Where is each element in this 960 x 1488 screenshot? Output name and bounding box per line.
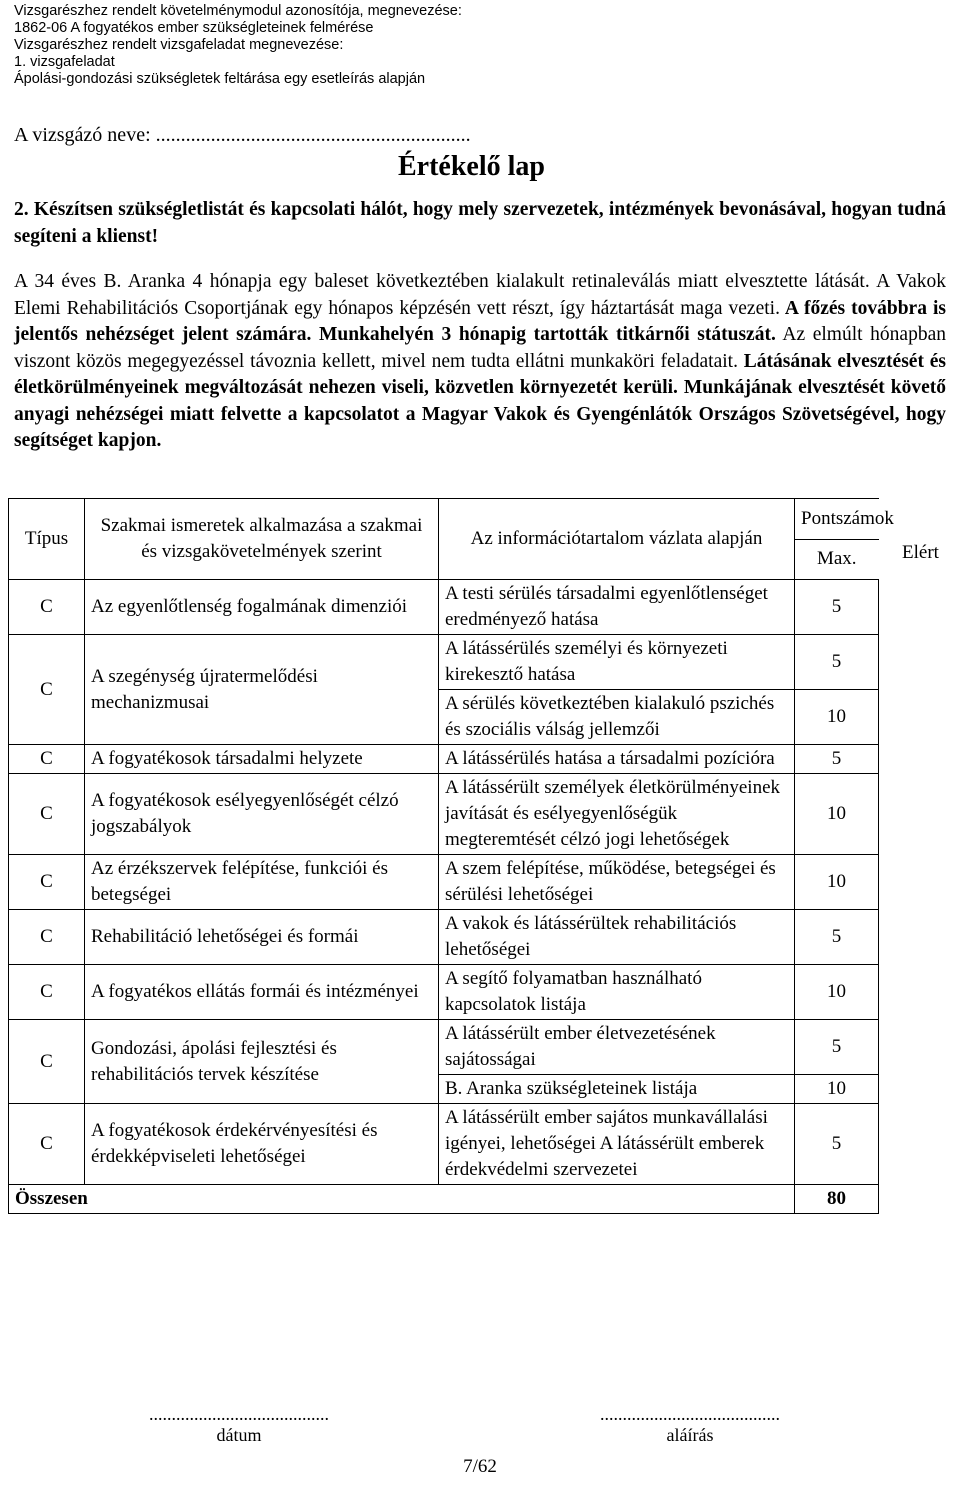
header-line: 1862-06 A fogyatékos ember szükségleteinek felmérése [14, 20, 374, 36]
header-type: Típus [9, 499, 85, 580]
header-knowledge: Szakmai ismeretek alkalmazása a szakmai és vizsgakövetelmények szerint [85, 499, 439, 580]
info-cell: A segítő folyamatban használható kapcsolatok listája [439, 965, 795, 1020]
header-max: Max. [795, 539, 879, 580]
type-cell: C [9, 1104, 85, 1185]
max-points-cell: 10 [795, 1075, 879, 1104]
knowledge-cell: Az egyenlőtlenség fogalmának dimenziói [85, 580, 439, 635]
header-points: Pontszámok [795, 499, 879, 540]
type-cell: C [9, 965, 85, 1020]
info-cell: A látássérülés személyi és környezeti kirekesztő hatása [439, 635, 795, 690]
max-points-cell: 5 [795, 910, 879, 965]
info-cell: A látássérült személyek életkörülményeinek javítását és esélyegyenlőségük megteremtését célzó jogi lehetőségek [439, 774, 795, 855]
table-row [9, 855, 879, 910]
knowledge-cell: A szegénység újratermelődési mechanizmusai [85, 635, 439, 745]
max-points-cell: 5 [795, 635, 879, 690]
table-row [9, 1020, 879, 1075]
table-header-row [9, 499, 879, 540]
max-points-cell: 5 [795, 580, 879, 635]
total-row [9, 1185, 879, 1214]
date-label: dátum [216, 1425, 262, 1445]
task-description: 2. Készítsen szükségletlistát és kapcsolati hálót, hogy mely szervezetek, intézmények bevonásával, hogyan tudná segíteni a klienst! [14, 199, 946, 247]
table-row [9, 1104, 879, 1185]
case-text-bold: Látásának elvesztését és életkörülményeinek megváltozását nehezen viseli, közvetlen környezetét kerüli. Munkájának elvesztését követő anyagi nehézségei miatt felvette a kapcsolatot a Magyar Vakok és Gyengénlátók Országos Szövetségével, hogy segítséget kapjon. [14, 350, 946, 451]
type-cell: C [9, 580, 85, 635]
type-cell: C [9, 855, 85, 910]
scoring-table [8, 498, 939, 1214]
info-cell: A látássérült ember életvezetésének sajátosságai [439, 1020, 795, 1075]
type-cell: C [9, 635, 85, 745]
signature-dots: ........................................ [600, 1404, 780, 1424]
total-value: 80 [795, 1185, 879, 1214]
info-cell: B. Aranka szükségleteinek listája [439, 1075, 795, 1104]
case-text: Az elmúlt hónapban viszont közös megegyezéssel távoznia kellett, mivel nem tudta ellátni munkaköri feladatait. [14, 324, 946, 372]
max-points-cell: 10 [795, 690, 879, 745]
table-row [9, 965, 879, 1020]
signature-block [552, 1404, 828, 1446]
max-points-cell: 5 [795, 745, 879, 774]
info-cell: A szem felépítése, működése, betegségei és sérülési lehetőségei [439, 855, 795, 910]
type-cell: C [9, 910, 85, 965]
knowledge-cell: A fogyatékos ellátás formái és intézményei [85, 965, 439, 1020]
document-header [14, 3, 462, 88]
type-cell: C [9, 1020, 85, 1104]
table-row [9, 745, 879, 774]
info-cell: A sérülés következtében kialakuló pszichés és szociális válság jellemzői [439, 690, 795, 745]
type-cell: C [9, 774, 85, 855]
table-row [9, 910, 879, 965]
candidate-name-line: A vizsgázó neve: ............................................................... [14, 124, 471, 146]
info-cell: A látássérült ember sajátos munkavállalási igényei, lehetőségei A látássérült emberek érdekvédelmi szervezetei [439, 1104, 795, 1185]
knowledge-cell: A fogyatékosok érdekérvényesítési és érdekképviseleti lehetőségei [85, 1104, 439, 1185]
max-points-cell: 10 [795, 965, 879, 1020]
max-points-cell: 5 [795, 1020, 879, 1075]
date-dots: ........................................ [149, 1404, 329, 1424]
max-points-cell: 10 [795, 855, 879, 910]
case-text-bold: A főzés továbbra is jelentős nehézséget jelent számára. Munkahelyén 3 hónapig tartották titkárnői státuszát. [14, 297, 947, 345]
signature-label: aláírás [666, 1425, 714, 1445]
header-line: 1. vizsgafeladat [14, 54, 115, 70]
knowledge-cell: Az érzékszervek felépítése, funkciói és betegségei [85, 855, 439, 910]
knowledge-cell: A fogyatékosok esélyegyenlőségét célzó jogszabályok [85, 774, 439, 855]
max-points-cell: 10 [795, 774, 879, 855]
table-row [9, 635, 879, 690]
table-row [9, 580, 879, 635]
knowledge-cell: Gondozási, ápolási fejlesztési és rehabilitációs tervek készítése [85, 1020, 439, 1104]
header-line: Vizsgarészhez rendelt vizsgafeladat megnevezése: [14, 37, 344, 53]
info-cell: A testi sérülés társadalmi egyenlőtlenséget eredményező hatása [439, 580, 795, 635]
info-cell: A vakok és látássérültek rehabilitációs lehetőségei [439, 910, 795, 965]
header-earned: Elért [902, 541, 939, 563]
header-line: Vizsgarészhez rendelt követelménymodul azonosítója, megnevezése: [14, 3, 462, 19]
page-title: Értékelő lap [398, 151, 545, 182]
max-points-cell: 5 [795, 1104, 879, 1185]
case-text: A 34 éves B. Aranka 4 hónapja egy baleset következtében kialakult retinaleválás miatt elvesztette látását. A Vakok Elemi Rehabilitációs Csoportjának egy hónapos képzésén vett részt, így háztartását maga vezeti. [14, 271, 946, 319]
header-info: Az információtartalom vázlata alapján [439, 499, 795, 580]
knowledge-cell: A fogyatékosok társadalmi helyzete [85, 745, 439, 774]
header-line: Ápolási-gondozási szükségletek feltárása egy esetleírás alapján [14, 71, 426, 87]
date-signature-block [104, 1404, 374, 1446]
type-cell: C [9, 745, 85, 774]
info-cell: A látássérülés hatása a társadalmi pozícióra [439, 745, 795, 774]
total-label: Összesen [9, 1185, 795, 1214]
knowledge-cell: Rehabilitáció lehetőségei és formái [85, 910, 439, 965]
page-number: 7/62 [463, 1456, 497, 1477]
case-description [14, 269, 946, 455]
table-row [9, 774, 879, 855]
